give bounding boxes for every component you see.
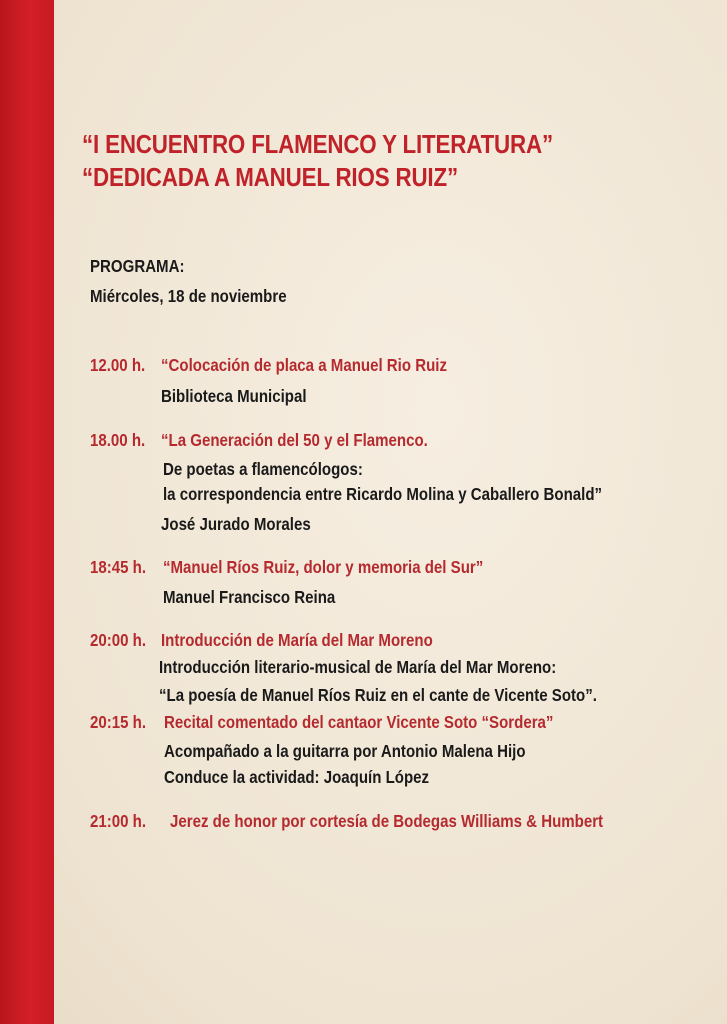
event-3-title: “Manuel Ríos Ruiz, dolor y memoria del Sur” bbox=[163, 557, 484, 577]
event-1-detail-1: Biblioteca Municipal bbox=[161, 386, 307, 406]
event-3-detail-1: Manuel Francisco Reina bbox=[163, 587, 336, 607]
event-2-detail-3: José Jurado Morales bbox=[161, 514, 311, 534]
event-5-detail-2: Conduce la actividad: Joaquín López bbox=[164, 767, 430, 787]
event-2-detail-2: la correspondencia entre Ricardo Molina y Caballero Bonald” bbox=[163, 484, 603, 504]
event-3-time: 18:45 h. bbox=[90, 557, 147, 577]
event-1-title: “Colocación de placa a Manuel Rio Ruiz bbox=[161, 355, 448, 375]
event-2-title: “La Generación del 50 y el Flamenco. bbox=[161, 430, 428, 450]
title-line-2: “DEDICADA A MANUEL RIOS RUIZ” bbox=[82, 162, 458, 192]
event-5-time: 20:15 h. bbox=[90, 712, 147, 732]
event-4-time: 20:00 h. bbox=[90, 630, 147, 650]
event-4-detail-1: Introducción literario-musical de María del Mar Moreno: bbox=[159, 657, 557, 677]
programa-label: PROGRAMA: bbox=[90, 256, 185, 276]
title-line-1: “I ENCUENTRO FLAMENCO Y LITERATURA” bbox=[82, 129, 553, 159]
program-date: Miércoles, 18 de noviembre bbox=[90, 286, 287, 306]
event-5-title: Recital comentado del cantaor Vicente Soto “Sordera” bbox=[164, 712, 554, 732]
event-6-time: 21:00 h. bbox=[90, 811, 147, 831]
event-4-detail-2: “La poesía de Manuel Ríos Ruiz en el cante de Vicente Soto”. bbox=[159, 685, 597, 705]
event-4-title: Introducción de María del Mar Moreno bbox=[161, 630, 433, 650]
event-2-detail-1: De poetas a flamencólogos: bbox=[163, 459, 363, 479]
event-1-time: 12.00 h. bbox=[90, 355, 146, 375]
event-2-time: 18.00 h. bbox=[90, 430, 146, 450]
event-5-detail-1: Acompañado a la guitarra por Antonio Malena Hijo bbox=[164, 741, 526, 761]
event-6-title: Jerez de honor por cortesía de Bodegas Williams & Humbert bbox=[170, 811, 604, 831]
